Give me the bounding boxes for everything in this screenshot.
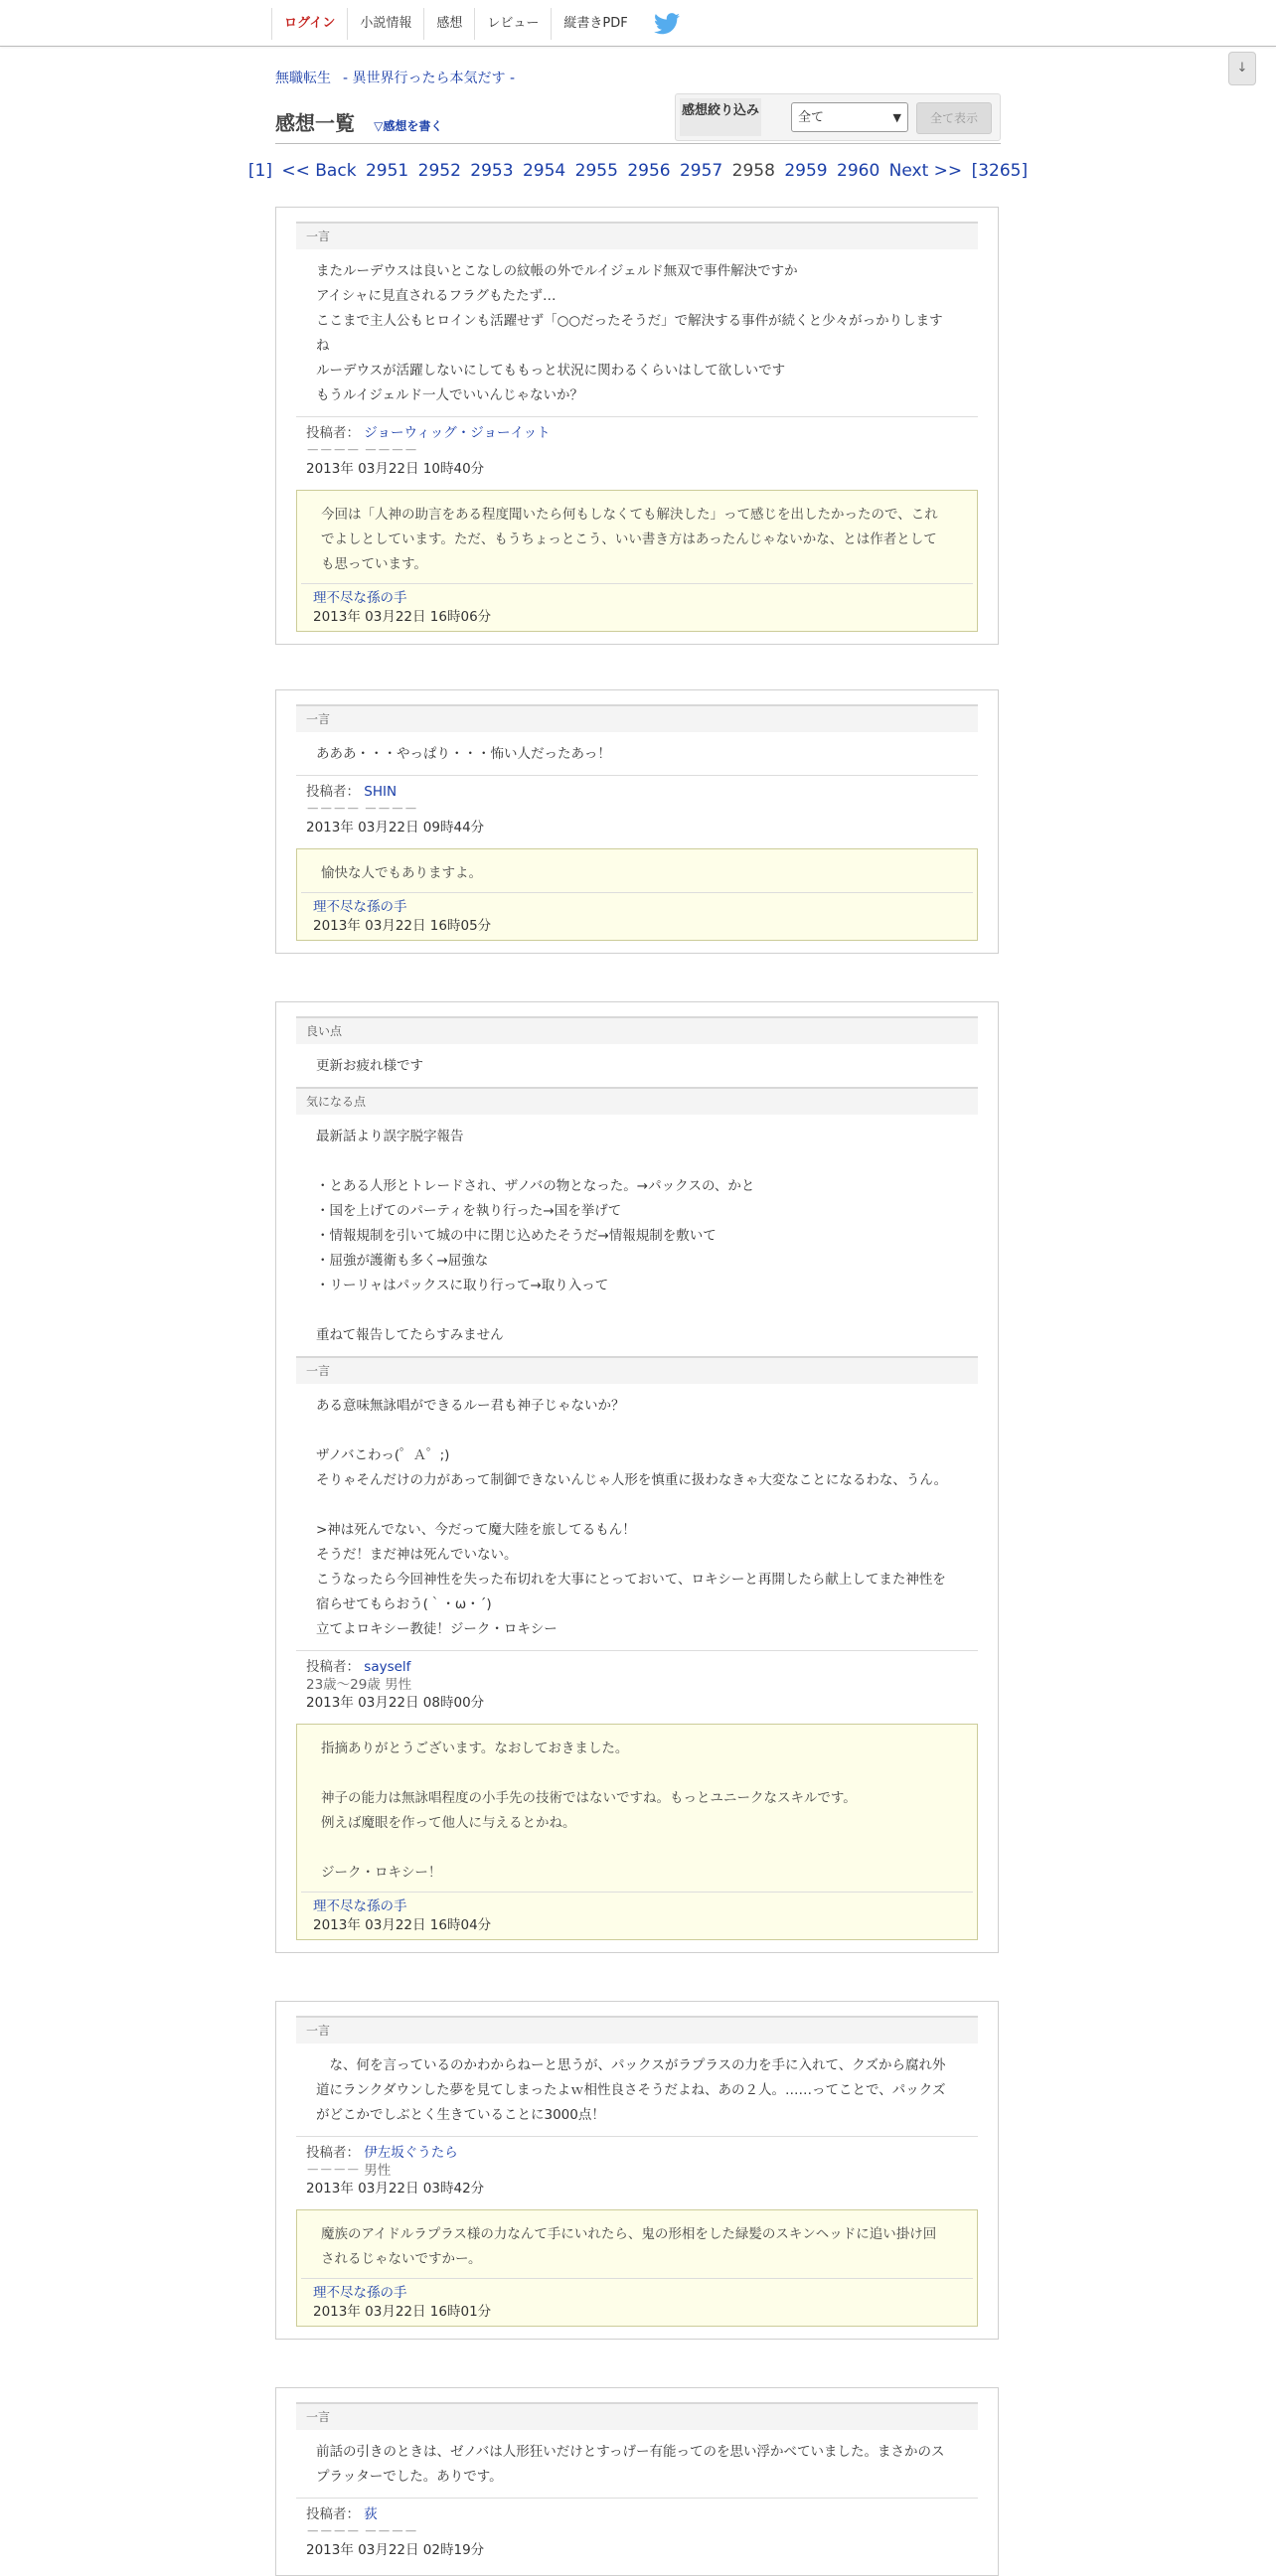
twitter-bird-icon[interactable] bbox=[654, 13, 680, 35]
poster-name-link[interactable]: SHIN bbox=[364, 784, 398, 800]
comment-line: ルーデウスが活躍しないにしてももっと状況に関わるくらいはして欲しいです bbox=[316, 363, 786, 379]
filter-select[interactable] bbox=[791, 102, 908, 132]
page-title: 感想一覧 bbox=[275, 111, 355, 135]
reply-line: 魔族のアイドルラプラス様の力なんて手にいれたら、鬼の形相をした緑髪のスキンヘッドに追い掛け回 bbox=[321, 2226, 937, 2242]
post-date: 2013年 03月22日 10時40分 bbox=[306, 461, 485, 477]
header-divider bbox=[275, 143, 1001, 144]
reply-line: されるじゃないですかー。 bbox=[321, 2251, 482, 2267]
comment-line: ・とある人形とトレードされ、ザノバの物となった。→パックスの、かと bbox=[316, 1178, 755, 1194]
poster-age: －－－－ 男性 bbox=[306, 2163, 392, 2179]
comment-line: もうルイジェルド一人でいいんじゃないか？ bbox=[316, 387, 584, 403]
reply-footer bbox=[301, 2278, 973, 2326]
reply-author-link[interactable]: 理不尽な孫の手 bbox=[313, 590, 407, 606]
comment-line: アイシャに見直されるフラグもたたず… bbox=[316, 288, 557, 304]
reply-date: 2013年 03月22日 16時01分 bbox=[313, 2304, 492, 2320]
page-link[interactable]: 2955 bbox=[574, 161, 618, 181]
write-impression-link[interactable]: ▽感想を書く bbox=[374, 119, 443, 133]
poster-label: 投稿者： bbox=[306, 2145, 360, 2161]
poster-meta bbox=[296, 1650, 978, 1718]
poster-label: 投稿者： bbox=[306, 2506, 360, 2522]
pagination bbox=[0, 161, 1276, 181]
impression-entry bbox=[275, 1001, 999, 1953]
comment-line: ・リーリャはパックスに取り行って→取り入って bbox=[316, 1278, 609, 1293]
poster-name-link[interactable]: ジョーウィッグ・ジョーイット bbox=[364, 425, 551, 441]
filter-selected-value: 全て bbox=[798, 110, 825, 125]
reply-line: でよしとしています。ただ、もうちょっとこう、いい書き方はあったんじゃないかな、とは作者として bbox=[321, 531, 937, 547]
comment-line: 更新お疲れ様です bbox=[316, 1058, 423, 1074]
comment-line: 最新話より誤字脱字報告 bbox=[316, 1129, 464, 1144]
reply-author-link[interactable]: 理不尽な孫の手 bbox=[313, 2285, 407, 2301]
section-label: 一言 bbox=[296, 1356, 978, 1384]
reply-footer bbox=[301, 1892, 973, 1939]
page-link[interactable]: 2957 bbox=[679, 161, 723, 181]
author-reply bbox=[296, 2209, 978, 2327]
reply-body bbox=[297, 849, 977, 892]
poster-meta bbox=[296, 416, 978, 484]
impression-entry bbox=[275, 2387, 999, 2576]
section-body bbox=[296, 1044, 978, 1087]
impression-entry bbox=[275, 2001, 999, 2340]
page-link[interactable]: 2951 bbox=[365, 161, 409, 181]
page-link[interactable]: 2953 bbox=[470, 161, 514, 181]
page-first[interactable]: [1] bbox=[247, 161, 272, 181]
reply-line bbox=[321, 1761, 961, 1786]
novel-subtitle[interactable]: - 異世界行ったら本気だす - bbox=[343, 71, 516, 86]
section-body bbox=[296, 2044, 978, 2136]
comment-line: ザノバこわっ(゜Ａ゜;) bbox=[316, 1447, 450, 1463]
section-label: 一言 bbox=[296, 2016, 978, 2044]
post-date: 2013年 03月22日 08時00分 bbox=[306, 1695, 485, 1711]
comment-line: そりゃそんだけの力があって制御できないんじゃ人形を慎重に扱わなきゃ大変なことになるわな、うん。 bbox=[316, 1472, 948, 1488]
poster-age: －－－－ －－－－ bbox=[306, 2524, 418, 2540]
scroll-down-button[interactable]: ↓ bbox=[1228, 52, 1256, 85]
post-date: 2013年 03月22日 02時19分 bbox=[306, 2542, 485, 2558]
page-link[interactable]: 2959 bbox=[784, 161, 828, 181]
post-date: 2013年 03月22日 03時42分 bbox=[306, 2181, 485, 2197]
impression-entry bbox=[275, 207, 999, 645]
novel-title-link[interactable] bbox=[275, 68, 515, 87]
author-reply bbox=[296, 490, 978, 632]
poster-age: －－－－ －－－－ bbox=[306, 802, 418, 818]
section-body bbox=[296, 732, 978, 775]
page-link[interactable]: 2956 bbox=[627, 161, 671, 181]
comment-line: >神は死んでない、今だって魔大陸を旅してるもん！ bbox=[316, 1522, 636, 1538]
comment-line: こうなったら今回神性を失った布切れを大事にとっておいて、ロキシーと再開したら献上してまた神性を bbox=[316, 1572, 946, 1588]
poster-label: 投稿者： bbox=[306, 1659, 360, 1675]
reply-body bbox=[297, 2210, 977, 2278]
nav-impressions[interactable]: 感想 bbox=[423, 8, 474, 40]
comment-line: ある意味無詠唱ができるルー君も神子じゃないか？ bbox=[316, 1398, 625, 1414]
comment-line: 宿らせてもらおう(｀・ω・´) bbox=[316, 1596, 492, 1612]
reply-author-link[interactable]: 理不尽な孫の手 bbox=[313, 1898, 407, 1914]
comment-line: 前話の引きのときは、ゼノバは人形狂いだけとすっげー有能ってのを思い浮かべていました。まさかのス bbox=[316, 2444, 945, 2460]
section-body bbox=[296, 249, 978, 416]
reply-footer bbox=[301, 892, 973, 940]
poster-age: 23歳～29歳 男性 bbox=[306, 1677, 412, 1693]
comment-line: 道にランクダウンした夢を見てしまったよｗ相性良さそうだよね、あの２人。……ってことで、パックズ bbox=[316, 2082, 946, 2098]
section-body bbox=[296, 2430, 978, 2498]
reply-date: 2013年 03月22日 16時05分 bbox=[313, 918, 492, 934]
impression-entry bbox=[275, 689, 999, 954]
poster-name-link[interactable]: sayself bbox=[364, 1659, 411, 1675]
page-next[interactable]: Next >> bbox=[888, 161, 963, 181]
top-bar bbox=[0, 0, 1276, 47]
author-reply bbox=[296, 848, 978, 941]
section-label: 一言 bbox=[296, 222, 978, 249]
comment-line: プラッターでした。ありです。 bbox=[316, 2469, 503, 2485]
comment-line: ・情報規制を引いて城の中に閉じ込めたそうだ→情報規制を敷いて bbox=[316, 1228, 717, 1244]
reply-footer bbox=[301, 583, 973, 631]
section-label: 一言 bbox=[296, 704, 978, 732]
nav-pdf[interactable]: 縦書きPDF bbox=[551, 8, 639, 40]
chevron-down-icon: ▼ bbox=[892, 111, 901, 124]
comment-line bbox=[316, 1493, 958, 1518]
top-nav bbox=[271, 8, 680, 40]
comment-line: そうだ！まだ神は死んでいない。 bbox=[316, 1547, 518, 1563]
page-link[interactable]: 2960 bbox=[837, 161, 880, 181]
reply-line: ジーク・ロキシー！ bbox=[321, 1865, 442, 1881]
reply-date: 2013年 03月22日 16時06分 bbox=[313, 609, 492, 625]
section-label: 一言 bbox=[296, 2402, 978, 2430]
poster-age: －－－－ －－－－ bbox=[306, 443, 418, 459]
filter-box bbox=[675, 93, 1001, 141]
section-body bbox=[296, 1384, 978, 1650]
reply-date: 2013年 03月22日 16時04分 bbox=[313, 1917, 492, 1933]
page-header bbox=[275, 107, 442, 136]
reply-line bbox=[321, 1836, 961, 1861]
comment-line: な、何を言っているのかわからねーと思うが、パックスがラプラスの力を手に入れて、クズから腐れ外 bbox=[316, 2057, 946, 2073]
reply-line: 神子の能力は無詠唱程度の小手先の技術ではないですね。もっとユニークなスキルです。 bbox=[321, 1790, 857, 1806]
poster-meta bbox=[296, 2498, 978, 2565]
comment-line: がどこかでしぶとく生きていることに3000点！ bbox=[316, 2107, 605, 2123]
poster-meta bbox=[296, 2136, 978, 2203]
comment-line: あああ・・・やっぱり・・・怖い人だったあっ！ bbox=[316, 746, 611, 762]
comment-line: 重ねて報告してたらすみません bbox=[316, 1327, 504, 1343]
post-date: 2013年 03月22日 09時44分 bbox=[306, 820, 485, 835]
poster-name-link[interactable]: 伊左坂ぐうたら bbox=[364, 2145, 458, 2161]
comment-line: 立てよロキシー教徒！ジーク・ロキシー bbox=[316, 1621, 558, 1637]
reply-line: 例えば魔眼を作って他人に与えるとかね。 bbox=[321, 1815, 576, 1831]
nav-review[interactable]: レビュー bbox=[474, 8, 551, 40]
reply-line: 愉快な人でもありますよ。 bbox=[321, 865, 482, 881]
author-reply bbox=[296, 1724, 978, 1940]
poster-label: 投稿者： bbox=[306, 784, 360, 800]
comment-line: ・国を上げてのパーティを執り行った→国を挙げて bbox=[316, 1203, 622, 1219]
comment-line: ここまで主人公もヒロインも活躍せず「○○だったそうだ」で解決する事件が続くと少々がっかりします bbox=[316, 313, 943, 329]
poster-meta bbox=[296, 775, 978, 842]
reply-line: も思っています。 bbox=[321, 556, 427, 572]
comment-line bbox=[316, 1298, 958, 1323]
comment-line: ね bbox=[316, 338, 330, 354]
filter-label: 感想絞り込み bbox=[680, 98, 761, 136]
page-link[interactable]: 2952 bbox=[417, 161, 461, 181]
comment-line bbox=[316, 1419, 958, 1443]
section-label: 良い点 bbox=[296, 1016, 978, 1044]
comment-line: またルーデウスは良いとこなしの紋帳の外でルイジェルド無双で事件解決ですか bbox=[316, 263, 798, 279]
reply-author-link[interactable]: 理不尽な孫の手 bbox=[313, 899, 407, 915]
page-last[interactable]: [3265] bbox=[971, 161, 1029, 181]
poster-label: 投稿者： bbox=[306, 425, 360, 441]
nav-login[interactable]: ログイン bbox=[271, 8, 347, 40]
comment-line bbox=[316, 1149, 958, 1174]
reply-body bbox=[297, 491, 977, 583]
reply-line: 今回は「人神の助言をある程度聞いたら何もしなくても解決した」って感じを出したかったので、これ bbox=[321, 507, 938, 523]
page-link[interactable]: 2954 bbox=[522, 161, 566, 181]
poster-name-link[interactable]: 荻 bbox=[364, 2506, 378, 2522]
nav-novel-info[interactable]: 小説情報 bbox=[347, 8, 423, 40]
section-body bbox=[296, 1115, 978, 1356]
novel-title[interactable]: 無職転生 bbox=[275, 71, 331, 86]
page-current: 2958 bbox=[731, 161, 775, 181]
reply-body bbox=[297, 1725, 977, 1892]
show-all-button[interactable]: 全て表示 bbox=[916, 102, 992, 134]
reply-line: 指摘ありがとうございます。なおしておきました。 bbox=[321, 1741, 629, 1756]
page-back[interactable]: << Back bbox=[281, 161, 357, 181]
comment-line: ・屈強が護衛も多く→屈強な bbox=[316, 1253, 489, 1269]
section-label: 気になる点 bbox=[296, 1087, 978, 1115]
